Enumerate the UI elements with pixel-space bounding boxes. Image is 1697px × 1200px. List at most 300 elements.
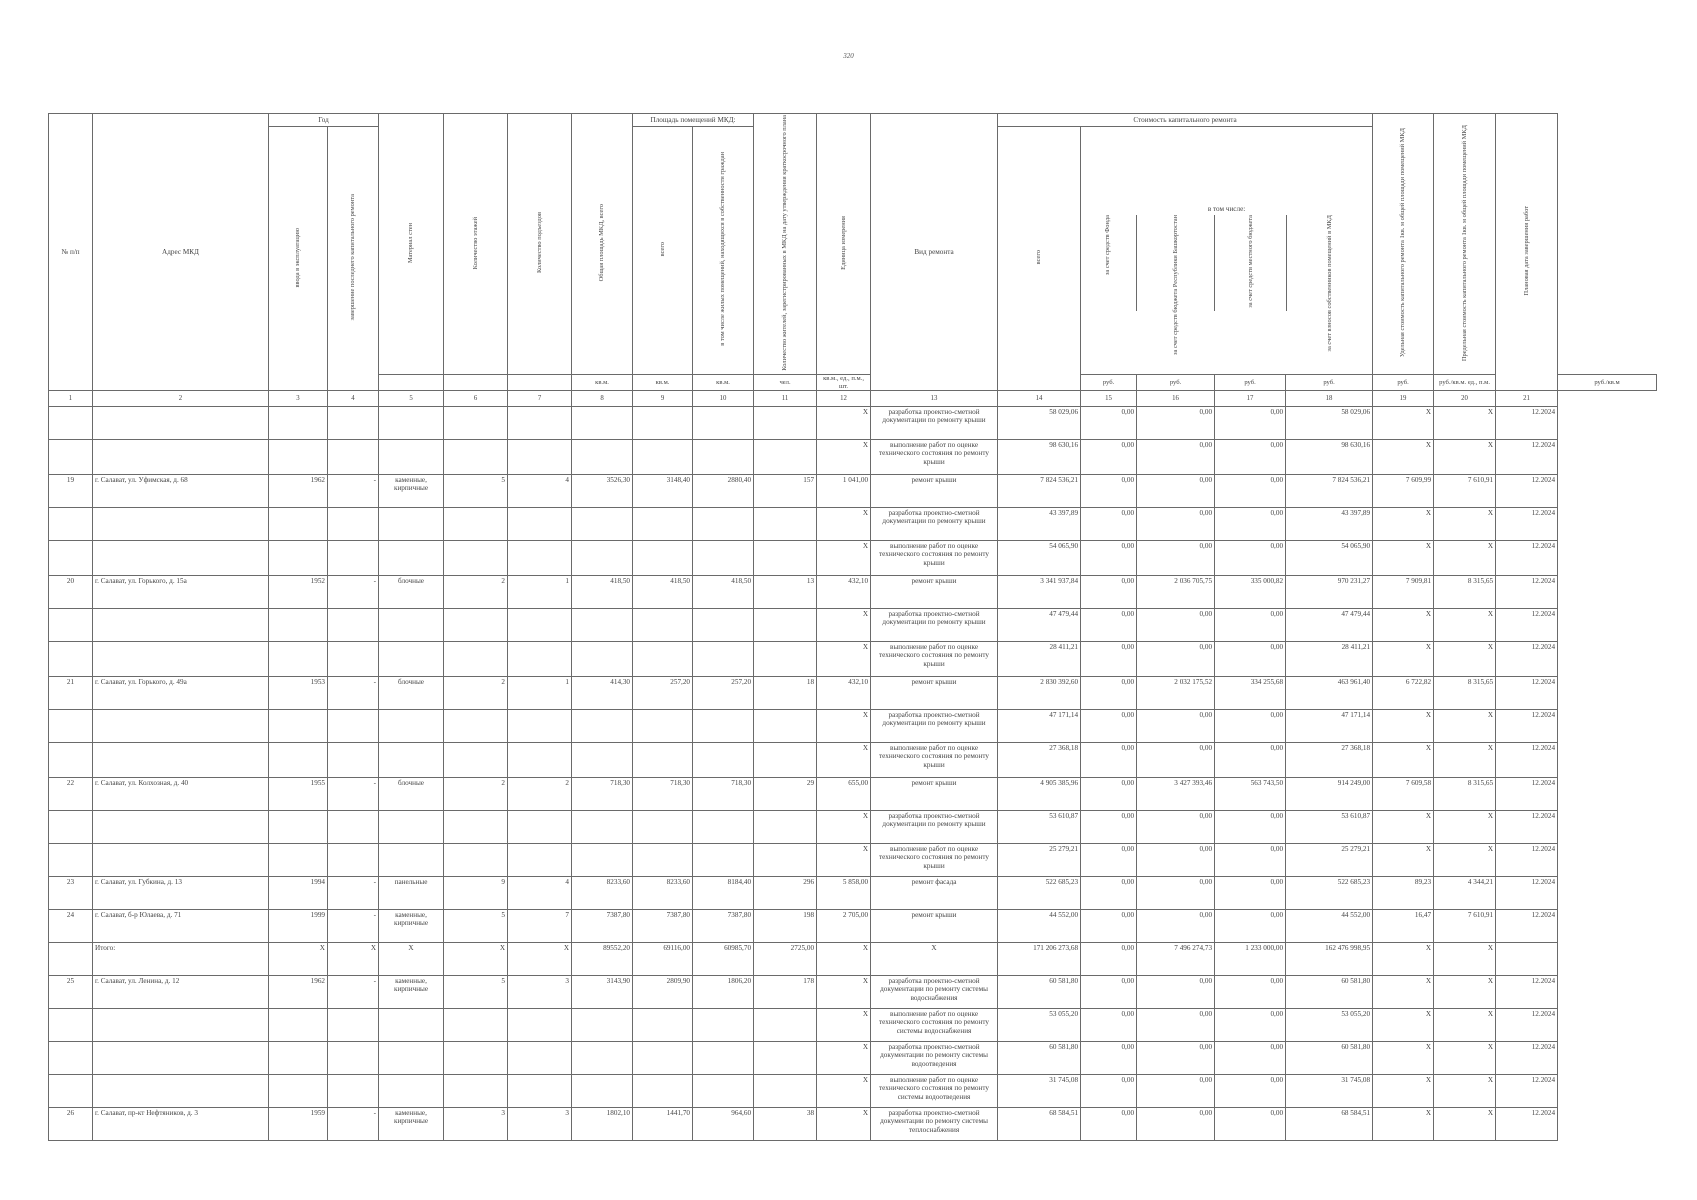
header-unit: Единица измерения xyxy=(817,114,871,375)
cell-date: 12.2024 xyxy=(1496,1108,1558,1141)
cell-res: 198 xyxy=(754,910,817,943)
cell-own: 54 065,90 xyxy=(1286,541,1373,576)
header-cost: Стоимость капитального ремонта xyxy=(998,114,1373,127)
cell-rb: 0,00 xyxy=(1137,910,1215,943)
cell-address: Итого: xyxy=(93,943,269,976)
cell-res xyxy=(754,609,817,642)
cell-fund: 0,00 xyxy=(1081,1042,1137,1075)
cell-rb: 7 496 274,73 xyxy=(1137,943,1215,976)
cell-floors: 3 xyxy=(444,1108,508,1141)
header-year-last-repair: завершение последнего капитального ремонта xyxy=(328,127,379,391)
cell-n xyxy=(49,811,93,844)
cell-mb: 0,00 xyxy=(1215,844,1286,877)
cell-date xyxy=(1496,943,1558,976)
cell-lim: X xyxy=(1434,811,1496,844)
cell-po xyxy=(693,407,754,440)
cell-lim: X xyxy=(1434,976,1496,1009)
cell-spec: X xyxy=(1373,407,1434,440)
cell-n: 20 xyxy=(49,576,93,609)
cell-mb: 0,00 xyxy=(1215,440,1286,475)
cell-fund: 0,00 xyxy=(1081,910,1137,943)
cell-rb: 0,00 xyxy=(1137,609,1215,642)
cell-total: 28 411,21 xyxy=(998,642,1081,677)
cell-floors: 2 xyxy=(444,677,508,710)
cell-y1 xyxy=(269,743,328,778)
cell-fund: 0,00 xyxy=(1081,475,1137,508)
cell-mb: 0,00 xyxy=(1215,541,1286,576)
table-row xyxy=(49,910,1657,943)
cell-ent: 4 xyxy=(508,475,572,508)
header-premises-all: всего xyxy=(633,127,693,375)
cell-area: 1802,10 xyxy=(572,1108,633,1141)
cell-floors xyxy=(444,1075,508,1108)
cell-res xyxy=(754,743,817,778)
cell-mb: 0,00 xyxy=(1215,1108,1286,1141)
table-row xyxy=(49,1042,1657,1075)
cell-pa xyxy=(633,710,693,743)
cell-area: 7387,80 xyxy=(572,910,633,943)
cell-pa xyxy=(633,811,693,844)
cell-spec: X xyxy=(1373,1075,1434,1108)
cell-date: 12.2024 xyxy=(1496,508,1558,541)
cell-rb: 0,00 xyxy=(1137,1108,1215,1141)
cell-rb: 0,00 xyxy=(1137,811,1215,844)
cell-y1 xyxy=(269,609,328,642)
cell-type: выполнение работ по оценке технического состояния по ремонту крыши xyxy=(871,440,998,475)
cell-y2 xyxy=(328,743,379,778)
cell-y1 xyxy=(269,710,328,743)
cell-res xyxy=(754,642,817,677)
cell-y2: - xyxy=(328,976,379,1009)
cell-fund: 0,00 xyxy=(1081,541,1137,576)
cell-address xyxy=(93,844,269,877)
cell-res xyxy=(754,710,817,743)
units-row: кв.м. кв.м. кв.м. чел. кв.м., ед., п.м., шт. руб. руб. руб. руб. руб. руб./кв.м. ед., п.м. руб./кв.м xyxy=(49,374,1657,390)
cell-mb: 0,00 xyxy=(1215,407,1286,440)
cell-area xyxy=(572,1009,633,1042)
capital-repair-table xyxy=(48,113,1657,1141)
cell-type: разработка проектно-сметной документации по ремонту системы водоотведения xyxy=(871,1042,998,1075)
cell-walls: каменные, кирпичные xyxy=(379,1108,444,1141)
cell-area: 3143,90 xyxy=(572,976,633,1009)
cell-floors xyxy=(444,440,508,475)
header-residents: Количество жителей, зарегистрированных в МКД на дату утверждения краткосрочного плана xyxy=(754,114,817,375)
cell-res: 38 xyxy=(754,1108,817,1141)
cell-unit: X xyxy=(817,1009,871,1042)
cell-fund: 0,00 xyxy=(1081,1009,1137,1042)
cell-area xyxy=(572,407,633,440)
cell-address xyxy=(93,743,269,778)
cell-type: выполнение работ по оценке технического состояния по ремонту системы водоснабжения xyxy=(871,1009,998,1042)
cell-unit: 1 041,00 xyxy=(817,475,871,508)
cell-area xyxy=(572,440,633,475)
cell-y2 xyxy=(328,541,379,576)
cell-fund: 0,00 xyxy=(1081,976,1137,1009)
header-year-built: ввода в эксплуатацию xyxy=(269,127,328,391)
cell-y2: X xyxy=(328,943,379,976)
cell-address xyxy=(93,440,269,475)
cell-ent xyxy=(508,1075,572,1108)
cell-unit: X xyxy=(817,943,871,976)
column-numbers-row: 1 2 3 4 5 6 7 8 9 10 11 12 13 14 15 16 17 18 19 20 21 xyxy=(49,391,1657,407)
cell-address: г. Салават, ул. Уфимская, д. 68 xyxy=(93,475,269,508)
cell-date: 12.2024 xyxy=(1496,844,1558,877)
cell-lim: X xyxy=(1434,541,1496,576)
cell-floors xyxy=(444,1042,508,1075)
cell-ent xyxy=(508,811,572,844)
cell-spec: X xyxy=(1373,710,1434,743)
cell-po: 1806,20 xyxy=(693,976,754,1009)
cell-total: 47 171,14 xyxy=(998,710,1081,743)
cell-pa: 718,30 xyxy=(633,778,693,811)
cell-own: 28 411,21 xyxy=(1286,642,1373,677)
cell-pa xyxy=(633,743,693,778)
cell-res xyxy=(754,508,817,541)
cell-total: 171 206 273,68 xyxy=(998,943,1081,976)
cell-y2: - xyxy=(328,475,379,508)
cell-floors xyxy=(444,609,508,642)
cell-lim: X xyxy=(1434,844,1496,877)
table-row xyxy=(49,407,1657,440)
cell-type: разработка проектно-сметной документации по ремонту крыши xyxy=(871,407,998,440)
cell-fund: 0,00 xyxy=(1081,508,1137,541)
cell-n: 22 xyxy=(49,778,93,811)
cell-lim: 7 610,91 xyxy=(1434,475,1496,508)
cell-mb: 1 233 000,00 xyxy=(1215,943,1286,976)
cell-spec: X xyxy=(1373,1009,1434,1042)
cell-res xyxy=(754,844,817,877)
cell-total: 68 584,51 xyxy=(998,1108,1081,1141)
cell-y1 xyxy=(269,844,328,877)
cell-pa xyxy=(633,1009,693,1042)
table-row xyxy=(49,710,1657,743)
cell-own: 970 231,27 xyxy=(1286,576,1373,609)
cell-ent: 3 xyxy=(508,976,572,1009)
cell-pa: 3148,40 xyxy=(633,475,693,508)
cell-address xyxy=(93,642,269,677)
table-row xyxy=(49,811,1657,844)
table-row xyxy=(49,576,1657,609)
cell-rb: 0,00 xyxy=(1137,1075,1215,1108)
cell-n xyxy=(49,541,93,576)
cell-fund: 0,00 xyxy=(1081,1108,1137,1141)
cell-own: 47 479,44 xyxy=(1286,609,1373,642)
cell-area: 718,30 xyxy=(572,778,633,811)
header-year: Год xyxy=(269,114,379,127)
cell-y2 xyxy=(328,440,379,475)
page-number: 320 xyxy=(843,52,854,60)
cell-walls: X xyxy=(379,943,444,976)
cell-spec: 7 609,58 xyxy=(1373,778,1434,811)
cell-po xyxy=(693,642,754,677)
cell-unit: X xyxy=(817,1108,871,1141)
cell-date: 12.2024 xyxy=(1496,976,1558,1009)
cell-lim: X xyxy=(1434,407,1496,440)
cell-y2: - xyxy=(328,1108,379,1141)
cell-spec: X xyxy=(1373,976,1434,1009)
cell-date: 12.2024 xyxy=(1496,677,1558,710)
cell-type: разработка проектно-сметной документации по ремонту крыши xyxy=(871,710,998,743)
header-repair-type: Вид ремонта xyxy=(871,114,998,391)
cell-fund: 0,00 xyxy=(1081,1075,1137,1108)
cell-y1: 1962 xyxy=(269,976,328,1009)
cell-fund: 0,00 xyxy=(1081,710,1137,743)
cell-total: 4 905 385,96 xyxy=(998,778,1081,811)
cell-unit: X xyxy=(817,710,871,743)
cell-rb: 0,00 xyxy=(1137,877,1215,910)
cell-total: 43 397,89 xyxy=(998,508,1081,541)
cell-n xyxy=(49,508,93,541)
cell-date: 12.2024 xyxy=(1496,811,1558,844)
cell-y2 xyxy=(328,407,379,440)
cell-floors: 2 xyxy=(444,778,508,811)
table-body xyxy=(49,407,1657,1141)
cell-pa xyxy=(633,508,693,541)
cell-address: г. Салават, б-р Юлаева, д. 71 xyxy=(93,910,269,943)
cell-own: 53 610,87 xyxy=(1286,811,1373,844)
cell-unit: X xyxy=(817,743,871,778)
cell-y1 xyxy=(269,1042,328,1075)
cell-type: ремонт крыши xyxy=(871,910,998,943)
cell-ent: 1 xyxy=(508,576,572,609)
cell-y1 xyxy=(269,811,328,844)
cell-mb: 0,00 xyxy=(1215,710,1286,743)
cell-mb: 0,00 xyxy=(1215,642,1286,677)
cell-walls xyxy=(379,1009,444,1042)
cell-po xyxy=(693,844,754,877)
cell-fund: 0,00 xyxy=(1081,844,1137,877)
cell-own: 60 581,80 xyxy=(1286,976,1373,1009)
cell-total: 25 279,21 xyxy=(998,844,1081,877)
cell-rb: 0,00 xyxy=(1137,407,1215,440)
cell-spec: 6 722,82 xyxy=(1373,677,1434,710)
header-premises-owned: в том числе жилых помещений, находящихся в собственности граждан xyxy=(693,127,754,375)
cell-mb: 0,00 xyxy=(1215,1042,1286,1075)
table-row xyxy=(49,844,1657,877)
cell-rb: 0,00 xyxy=(1137,541,1215,576)
cell-own: 68 584,51 xyxy=(1286,1108,1373,1141)
cell-own: 43 397,89 xyxy=(1286,508,1373,541)
cell-res: 29 xyxy=(754,778,817,811)
cell-area xyxy=(572,508,633,541)
table-row xyxy=(49,943,1657,976)
cell-floors xyxy=(444,710,508,743)
cell-mb: 335 000,82 xyxy=(1215,576,1286,609)
cell-n xyxy=(49,1075,93,1108)
cell-floors xyxy=(444,508,508,541)
cell-po xyxy=(693,1009,754,1042)
cell-floors: 2 xyxy=(444,576,508,609)
cell-rb: 0,00 xyxy=(1137,976,1215,1009)
cell-ent xyxy=(508,541,572,576)
header-specific-cost: Удельная стоимость капитального ремонта 1кв. м общей площади помещений МКД xyxy=(1373,114,1434,375)
cell-date: 12.2024 xyxy=(1496,407,1558,440)
cell-unit: 655,00 xyxy=(817,778,871,811)
cell-n xyxy=(49,943,93,976)
cell-unit: X xyxy=(817,811,871,844)
cell-pa: 69116,00 xyxy=(633,943,693,976)
cell-y1: 1953 xyxy=(269,677,328,710)
table-row xyxy=(49,475,1657,508)
cell-fund: 0,00 xyxy=(1081,778,1137,811)
cell-unit: X xyxy=(817,642,871,677)
cell-pa xyxy=(633,407,693,440)
cell-type: выполнение работ по оценке технического состояния по ремонту системы водоотведения xyxy=(871,1075,998,1108)
cell-n: 21 xyxy=(49,677,93,710)
cell-n xyxy=(49,844,93,877)
cell-total: 7 824 536,21 xyxy=(998,475,1081,508)
cell-own: 58 029,06 xyxy=(1286,407,1373,440)
cell-ent xyxy=(508,1009,572,1042)
cell-y1: 1952 xyxy=(269,576,328,609)
cell-type: выполнение работ по оценке технического состояния по ремонту крыши xyxy=(871,541,998,576)
cell-fund: 0,00 xyxy=(1081,677,1137,710)
cell-rb: 0,00 xyxy=(1137,710,1215,743)
header-deadline: Плановая дата завершения работ xyxy=(1496,114,1558,391)
cell-rb: 0,00 xyxy=(1137,440,1215,475)
cell-y1 xyxy=(269,407,328,440)
cell-y1 xyxy=(269,642,328,677)
cell-y2: - xyxy=(328,576,379,609)
cell-floors: 5 xyxy=(444,475,508,508)
cell-total: 98 630,16 xyxy=(998,440,1081,475)
cell-spec: X xyxy=(1373,642,1434,677)
cell-y2 xyxy=(328,508,379,541)
cell-spec: X xyxy=(1373,743,1434,778)
cell-date: 12.2024 xyxy=(1496,778,1558,811)
cell-mb: 563 743,50 xyxy=(1215,778,1286,811)
cell-total: 3 341 937,84 xyxy=(998,576,1081,609)
cell-type: ремонт крыши xyxy=(871,475,998,508)
cell-address xyxy=(93,811,269,844)
cell-n xyxy=(49,1009,93,1042)
table-row xyxy=(49,609,1657,642)
cell-n: 19 xyxy=(49,475,93,508)
cell-type: X xyxy=(871,943,998,976)
cell-spec: X xyxy=(1373,1042,1434,1075)
cell-floors xyxy=(444,844,508,877)
cell-ent xyxy=(508,508,572,541)
cell-lim: X xyxy=(1434,710,1496,743)
cell-date: 12.2024 xyxy=(1496,1009,1558,1042)
cell-y1: 1955 xyxy=(269,778,328,811)
cell-y1: X xyxy=(269,943,328,976)
cell-total: 60 581,80 xyxy=(998,1042,1081,1075)
cell-floors: 5 xyxy=(444,976,508,1009)
cell-area: 8233,60 xyxy=(572,877,633,910)
cell-unit: X xyxy=(817,609,871,642)
cell-rb: 2 036 705,75 xyxy=(1137,576,1215,609)
cell-rb: 0,00 xyxy=(1137,844,1215,877)
cell-po xyxy=(693,609,754,642)
cell-address xyxy=(93,1042,269,1075)
cell-lim: 8 315,65 xyxy=(1434,778,1496,811)
cell-area: 89552,20 xyxy=(572,943,633,976)
cell-y1 xyxy=(269,508,328,541)
cell-date: 12.2024 xyxy=(1496,541,1558,576)
cell-floors xyxy=(444,743,508,778)
cell-address xyxy=(93,541,269,576)
header-fund: за счет средств Фонда xyxy=(1104,214,1112,275)
cell-res xyxy=(754,1009,817,1042)
cell-floors xyxy=(444,811,508,844)
cell-own: 53 055,20 xyxy=(1286,1009,1373,1042)
cell-spec: X xyxy=(1373,440,1434,475)
cell-n xyxy=(49,642,93,677)
cell-type: ремонт крыши xyxy=(871,677,998,710)
cell-walls xyxy=(379,710,444,743)
cell-lim: X xyxy=(1434,1042,1496,1075)
cell-ent: X xyxy=(508,943,572,976)
cell-res xyxy=(754,811,817,844)
cell-res: 2725,00 xyxy=(754,943,817,976)
table-row xyxy=(49,976,1657,1009)
cell-y1: 1959 xyxy=(269,1108,328,1141)
cell-own: 44 552,00 xyxy=(1286,910,1373,943)
cell-lim: X xyxy=(1434,508,1496,541)
cell-walls: каменные, кирпичные xyxy=(379,910,444,943)
cell-spec: X xyxy=(1373,811,1434,844)
cell-y2: - xyxy=(328,677,379,710)
cell-lim: X xyxy=(1434,440,1496,475)
cell-type: выполнение работ по оценке технического состояния по ремонту крыши xyxy=(871,844,998,877)
cell-floors: X xyxy=(444,943,508,976)
cell-type: разработка проектно-сметной документации по ремонту системы водоснабжения xyxy=(871,976,998,1009)
cell-lim: X xyxy=(1434,609,1496,642)
table-row xyxy=(49,1108,1657,1141)
cell-date: 12.2024 xyxy=(1496,609,1558,642)
header-entrances: Количество подъездов xyxy=(508,114,572,375)
cell-spec: X xyxy=(1373,844,1434,877)
cell-res xyxy=(754,1042,817,1075)
cell-res xyxy=(754,440,817,475)
cell-walls xyxy=(379,811,444,844)
cell-y1 xyxy=(269,1009,328,1042)
header-cost-total: всего xyxy=(998,127,1081,391)
cell-walls: панельные xyxy=(379,877,444,910)
header-owners: за счет взносов собственников помещений в МКД xyxy=(1326,214,1334,352)
cell-res xyxy=(754,407,817,440)
cell-n: 26 xyxy=(49,1108,93,1141)
cell-unit: 432,10 xyxy=(817,576,871,609)
cell-walls xyxy=(379,743,444,778)
header-address: Адрес МКД xyxy=(93,114,269,391)
cell-spec: X xyxy=(1373,943,1434,976)
cell-ent xyxy=(508,407,572,440)
cell-mb: 0,00 xyxy=(1215,811,1286,844)
table-row xyxy=(49,440,1657,475)
cell-pa xyxy=(633,609,693,642)
cell-walls: блочные xyxy=(379,576,444,609)
cell-fund: 0,00 xyxy=(1081,609,1137,642)
cell-y2 xyxy=(328,1075,379,1108)
cell-pa xyxy=(633,440,693,475)
cell-own: 7 824 536,21 xyxy=(1286,475,1373,508)
cell-n xyxy=(49,743,93,778)
cell-mb: 0,00 xyxy=(1215,743,1286,778)
cell-po: 418,50 xyxy=(693,576,754,609)
cell-address: г. Салават, ул. Ленина, д. 12 xyxy=(93,976,269,1009)
cell-lim: X xyxy=(1434,1108,1496,1141)
cell-spec: 16,47 xyxy=(1373,910,1434,943)
cell-unit: 5 858,00 xyxy=(817,877,871,910)
cell-unit: X xyxy=(817,440,871,475)
cell-pa xyxy=(633,541,693,576)
cell-date: 12.2024 xyxy=(1496,1075,1558,1108)
cell-res: 296 xyxy=(754,877,817,910)
cell-own: 25 279,21 xyxy=(1286,844,1373,877)
cell-pa: 8233,60 xyxy=(633,877,693,910)
